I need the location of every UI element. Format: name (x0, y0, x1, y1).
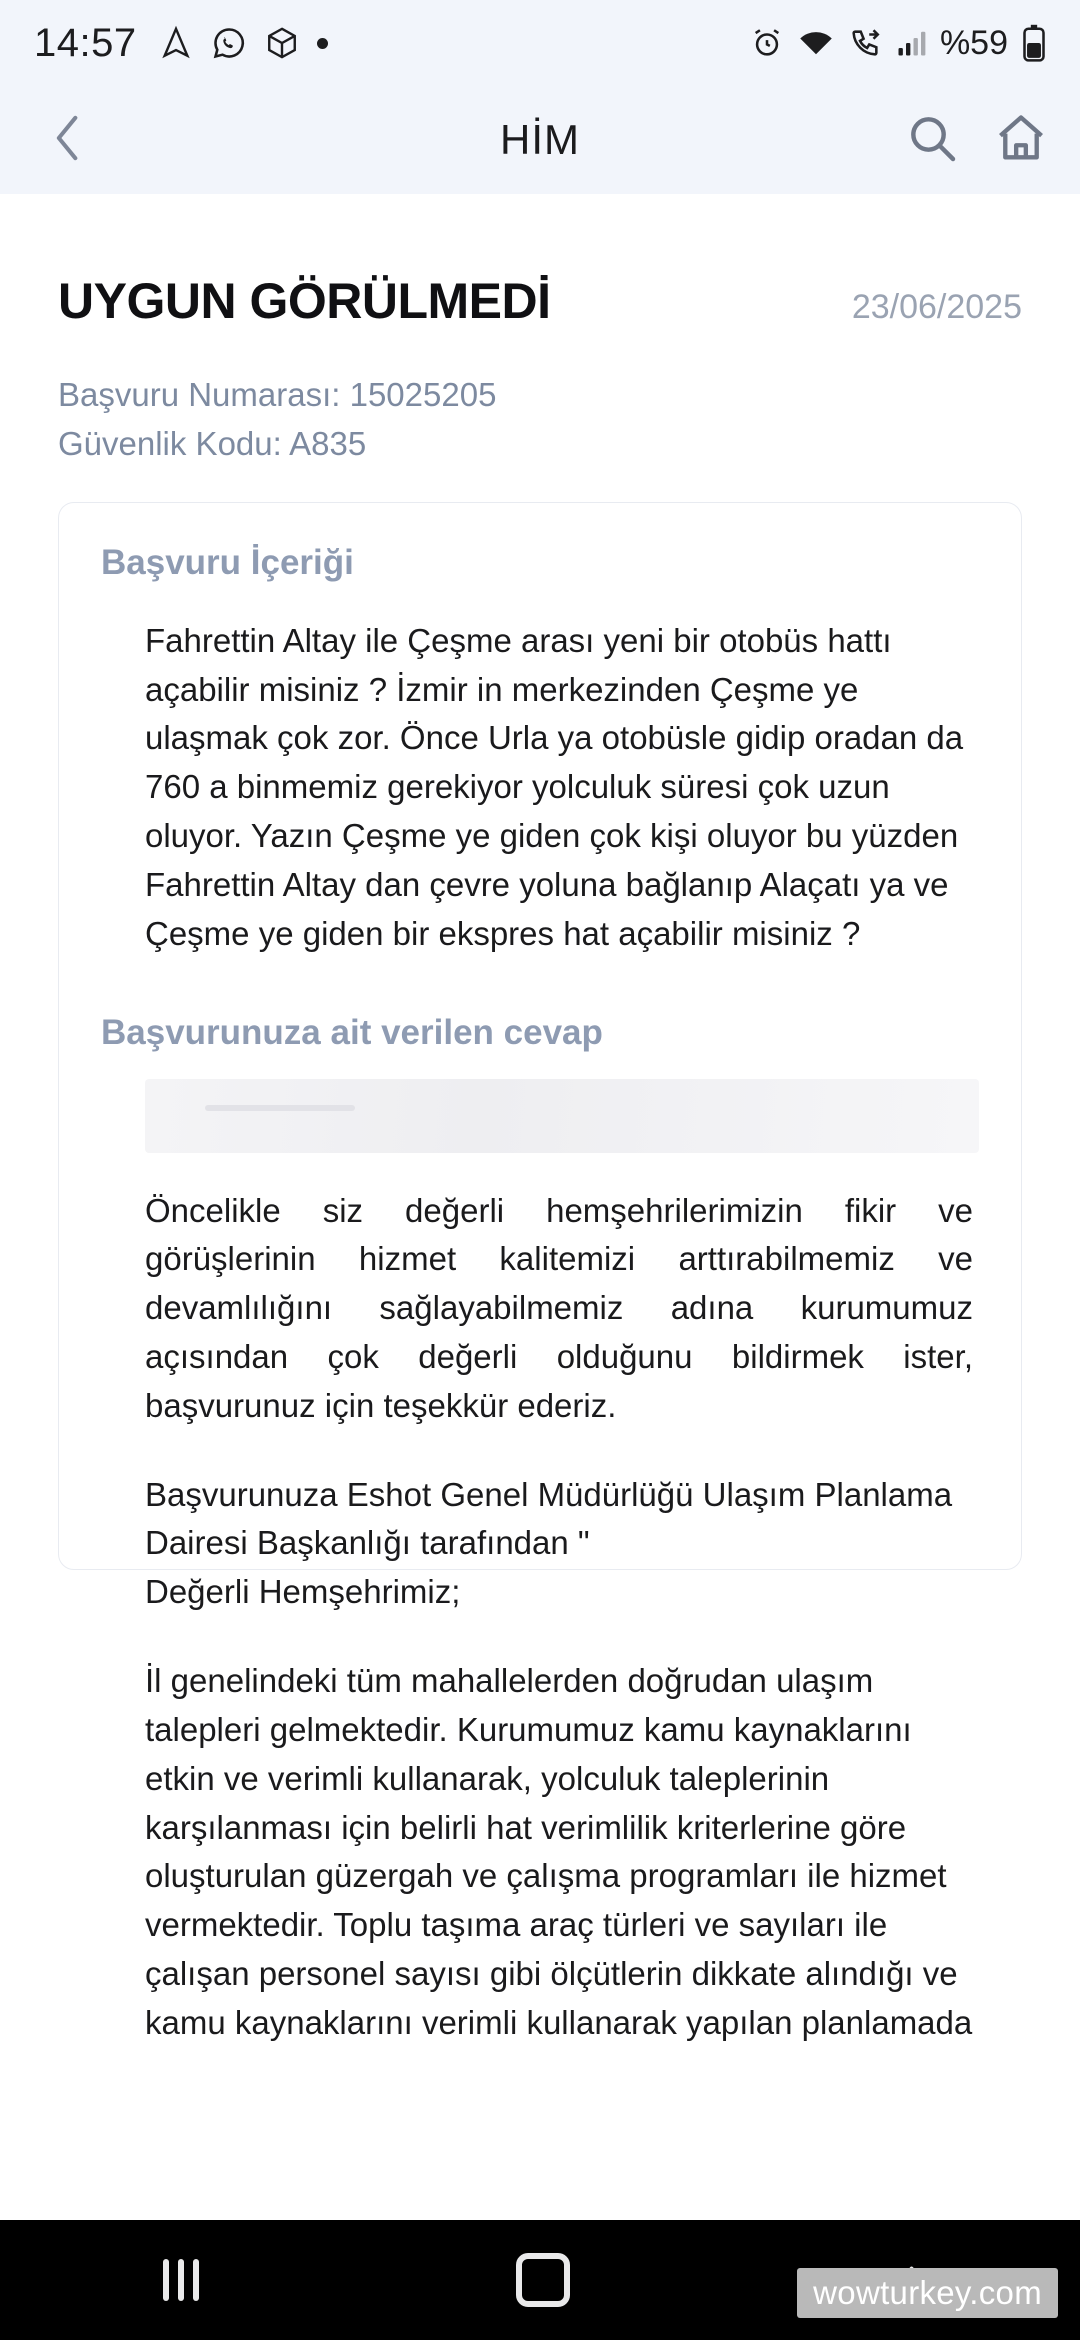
battery-icon (1022, 24, 1046, 62)
application-status: UYGUN GÖRÜLMEDİ (58, 273, 551, 329)
dot-icon (317, 38, 328, 49)
content-heading: Başvuru İçeriği (101, 542, 354, 582)
nav-home-icon[interactable] (516, 2253, 570, 2307)
reply-paragraph-4: İl genelindeki tüm mahallelerden doğrudan ulaşım talepleri gelmektedir. Kurumumuz kamu kaynaklarını etkin ve verimli kullanarak, yolculuk taleplerinin karşılanması için belirli hat verimlilik kriterlerine göre oluşturulan güzergah ve çalışma programları ile hizmet vermektedir. Toplu taşıma araç türleri ve sayıları ile çalışan personel sayısı gibi ölçütlerin dikkate alındığı ve kamu kaynaklarını verimli kullanarak yapılan planlamada (145, 1662, 973, 2041)
status-bar (0, 0, 1080, 86)
application-date: 23/06/2025 (851, 288, 1022, 326)
status-row (58, 194, 1022, 330)
signal-icon (896, 28, 926, 58)
home-icon[interactable] (992, 109, 1050, 172)
search-icon[interactable] (904, 110, 960, 171)
back-button[interactable] (30, 100, 106, 181)
application-detail (0, 194, 1080, 2220)
wifi-icon (798, 28, 834, 58)
reply-heading: Başvurunuza ait verilen cevap (101, 1012, 603, 1052)
application-content-text: Fahrettin Altay ile Çeşme arası yeni bir otobüs hattı açabilir misiniz ? İzmir in merkezinden Çeşme ye ulaşmak çok zor. Önce Urla ya otobüsle gidip oradan da 760 a binmemiz gerekiyor yolculuk süresi çok uzun oluyor. Yazın Çeşme ye giden çok kişi oluyor bu yüzden Fahrettin Altay dan çevre yoluna bağlanıp Alaçatı ya ve Çeşme ye giden bir ekspres hat açabilir misiniz ? (145, 621, 964, 952)
system-nav-bar (0, 2220, 1080, 2340)
app-bar (0, 86, 1080, 194)
reply-paragraph-2: Başvurunuza Eshot Genel Müdürlüğü Ulaşım Planlama Dairesi Başkanlığı tarafından " (145, 1475, 953, 1562)
reply-paragraph-1: Öncelikle siz değerli hemşehrilerimizin fikir ve görüşlerinin hizmet kalitemizi arttırabilmemiz ve devamlılığını sağlayabilmemiz adına kurumumuz açısından çok değerli olduğunu bildirmek ister, başvurunuz için teşekkür ederiz. (145, 1191, 973, 1424)
package-icon (265, 26, 299, 60)
battery-percent: %59 (939, 23, 1008, 62)
application-meta (58, 372, 1022, 468)
spacer (101, 959, 979, 1005)
reply-paragraph-3: Değerli Hemşehrimiz; (145, 1573, 461, 1611)
page-title: HİM (500, 116, 580, 163)
application-card (58, 502, 1022, 2041)
whatsapp-icon (211, 25, 247, 61)
call-forward-icon (848, 26, 882, 60)
navigation-icon (159, 26, 193, 60)
app-bar-actions (904, 109, 1050, 172)
security-code: Güvenlik Kodu: A835 (58, 424, 367, 462)
recents-icon[interactable] (155, 2258, 207, 2302)
spacer (101, 1617, 979, 1657)
watermark: wowturkey.com (797, 2268, 1058, 2318)
status-system-icons (750, 24, 1046, 63)
spacer (101, 1431, 979, 1471)
back-chevron-icon (46, 155, 90, 172)
alarm-icon (750, 26, 784, 60)
redacted-block (145, 1079, 979, 1153)
application-number: Başvuru Numarası: 15025205 (58, 376, 497, 413)
status-notification-icons (159, 25, 328, 61)
status-clock: 14:57 (34, 20, 137, 65)
